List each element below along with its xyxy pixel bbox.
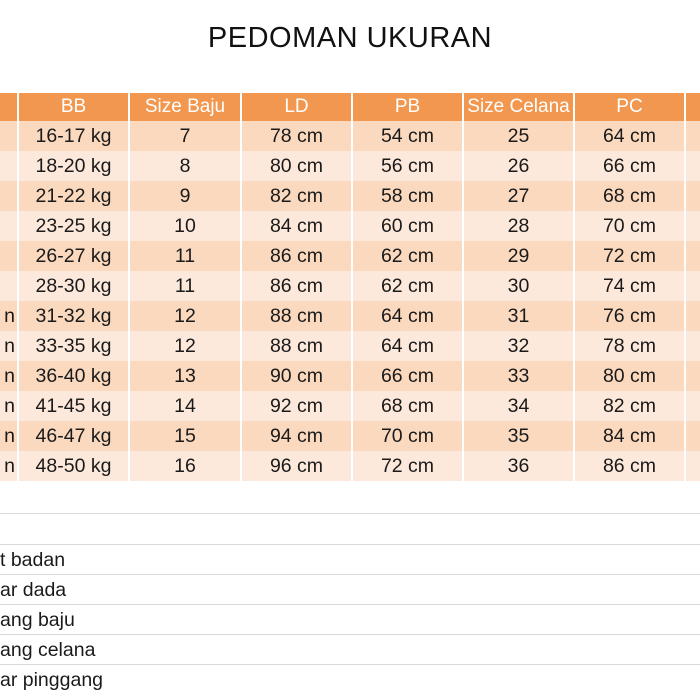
table-row bbox=[0, 181, 700, 211]
cell-size-celana: 36 bbox=[464, 451, 575, 481]
table-body bbox=[0, 121, 700, 481]
legend-item-label: t badan bbox=[0, 548, 66, 571]
cell-ld: 88 cm bbox=[242, 301, 353, 331]
table-row bbox=[0, 121, 700, 151]
cell-pc: 74 cm bbox=[575, 271, 686, 301]
row-lead-cell: n bbox=[0, 301, 19, 331]
cell-size-baju: 13 bbox=[130, 361, 242, 391]
cell-pc: 80 cm bbox=[575, 361, 686, 391]
cell-size-baju: 16 bbox=[130, 451, 242, 481]
cell-bb: 46-47 kg bbox=[19, 421, 130, 451]
cell-size-baju: 12 bbox=[130, 331, 242, 361]
row-edge-cell bbox=[686, 361, 700, 391]
header-cell-ld: LD bbox=[242, 93, 353, 121]
cell-pb: 68 cm bbox=[353, 391, 464, 421]
cell-ld: 82 cm bbox=[242, 181, 353, 211]
cell-ld: 88 cm bbox=[242, 331, 353, 361]
header-cell-edge-right bbox=[686, 93, 700, 121]
cell-size-celana: 28 bbox=[464, 211, 575, 241]
cell-bb: 26-27 kg bbox=[19, 241, 130, 271]
cell-bb: 36-40 kg bbox=[19, 361, 130, 391]
cell-size-celana: 33 bbox=[464, 361, 575, 391]
cell-pb: 60 cm bbox=[353, 211, 464, 241]
cell-pc: 66 cm bbox=[575, 151, 686, 181]
cell-pc: 84 cm bbox=[575, 421, 686, 451]
cell-size-baju: 12 bbox=[130, 301, 242, 331]
cell-pb: 64 cm bbox=[353, 331, 464, 361]
table-row bbox=[0, 391, 700, 421]
cell-pc: 64 cm bbox=[575, 121, 686, 151]
row-edge-cell bbox=[686, 451, 700, 481]
row-edge-cell bbox=[686, 181, 700, 211]
cell-ld: 78 cm bbox=[242, 121, 353, 151]
cell-pb: 72 cm bbox=[353, 451, 464, 481]
cell-size-celana: 29 bbox=[464, 241, 575, 271]
table-row bbox=[0, 331, 700, 361]
cell-pc: 82 cm bbox=[575, 391, 686, 421]
cell-ld: 90 cm bbox=[242, 361, 353, 391]
cell-pc: 76 cm bbox=[575, 301, 686, 331]
cell-pc: 72 cm bbox=[575, 241, 686, 271]
cell-size-baju: 7 bbox=[130, 121, 242, 151]
cell-pb: 64 cm bbox=[353, 301, 464, 331]
header-cell-bb: BB bbox=[19, 93, 130, 121]
cell-pc: 68 cm bbox=[575, 181, 686, 211]
row-lead-cell: n bbox=[0, 361, 19, 391]
cell-size-baju: 8 bbox=[130, 151, 242, 181]
cell-size-celana: 35 bbox=[464, 421, 575, 451]
cell-size-baju: 15 bbox=[130, 421, 242, 451]
legend-item-label: ar dada bbox=[0, 578, 67, 601]
cell-size-celana: 25 bbox=[464, 121, 575, 151]
cell-pc: 86 cm bbox=[575, 451, 686, 481]
row-edge-cell bbox=[686, 391, 700, 421]
table-header-row bbox=[0, 93, 700, 121]
row-lead-cell bbox=[0, 271, 19, 301]
row-lead-cell bbox=[0, 211, 19, 241]
cell-ld: 92 cm bbox=[242, 391, 353, 421]
table-row bbox=[0, 361, 700, 391]
cell-bb: 33-35 kg bbox=[19, 331, 130, 361]
table-row bbox=[0, 271, 700, 301]
cell-size-celana: 34 bbox=[464, 391, 575, 421]
legend-item-label: ang baju bbox=[0, 608, 75, 631]
row-edge-cell bbox=[686, 121, 700, 151]
cell-size-baju: 14 bbox=[130, 391, 242, 421]
cell-bb: 18-20 kg bbox=[19, 151, 130, 181]
cell-pb: 58 cm bbox=[353, 181, 464, 211]
cell-ld: 86 cm bbox=[242, 271, 353, 301]
table-row bbox=[0, 451, 700, 481]
legend-item-label: ang celana bbox=[0, 638, 96, 661]
cell-bb: 16-17 kg bbox=[19, 121, 130, 151]
row-lead-cell bbox=[0, 181, 19, 211]
cell-pb: 62 cm bbox=[353, 271, 464, 301]
cell-bb: 41-45 kg bbox=[19, 391, 130, 421]
page-title: PEDOMAN UKURAN bbox=[207, 22, 493, 54]
row-edge-cell bbox=[686, 331, 700, 361]
header-cell-edge-left bbox=[0, 93, 19, 121]
cell-ld: 86 cm bbox=[242, 241, 353, 271]
cell-bb: 48-50 kg bbox=[19, 451, 130, 481]
cell-pb: 56 cm bbox=[353, 151, 464, 181]
table-row bbox=[0, 151, 700, 181]
size-chart-table bbox=[0, 93, 700, 481]
cell-pb: 70 cm bbox=[353, 421, 464, 451]
legend-divider bbox=[0, 513, 700, 514]
cell-size-celana: 32 bbox=[464, 331, 575, 361]
cell-ld: 84 cm bbox=[242, 211, 353, 241]
cell-size-baju: 10 bbox=[130, 211, 242, 241]
cell-pb: 54 cm bbox=[353, 121, 464, 151]
table-row bbox=[0, 211, 700, 241]
table-row bbox=[0, 241, 700, 271]
cell-pc: 78 cm bbox=[575, 331, 686, 361]
cell-pb: 66 cm bbox=[353, 361, 464, 391]
row-lead-cell: n bbox=[0, 421, 19, 451]
cell-ld: 96 cm bbox=[242, 451, 353, 481]
header-cell-size-baju: Size Baju bbox=[130, 93, 242, 121]
row-lead-cell bbox=[0, 241, 19, 271]
row-lead-cell: n bbox=[0, 331, 19, 361]
row-lead-cell bbox=[0, 121, 19, 151]
legend-item bbox=[0, 605, 700, 635]
cell-size-celana: 31 bbox=[464, 301, 575, 331]
legend-item bbox=[0, 545, 700, 575]
cell-pb: 62 cm bbox=[353, 241, 464, 271]
cell-pc: 70 cm bbox=[575, 211, 686, 241]
row-lead-cell: n bbox=[0, 391, 19, 421]
legend-item bbox=[0, 665, 700, 695]
row-edge-cell bbox=[686, 271, 700, 301]
row-edge-cell bbox=[686, 241, 700, 271]
cell-size-celana: 30 bbox=[464, 271, 575, 301]
cell-bb: 23-25 kg bbox=[19, 211, 130, 241]
row-edge-cell bbox=[686, 211, 700, 241]
row-edge-cell bbox=[686, 301, 700, 331]
cell-bb: 28-30 kg bbox=[19, 271, 130, 301]
cell-size-baju: 9 bbox=[130, 181, 242, 211]
legend-item bbox=[0, 575, 700, 605]
header-cell-size-celana: Size Celana bbox=[464, 93, 575, 121]
cell-bb: 21-22 kg bbox=[19, 181, 130, 211]
cell-ld: 94 cm bbox=[242, 421, 353, 451]
cell-size-celana: 26 bbox=[464, 151, 575, 181]
cell-size-celana: 27 bbox=[464, 181, 575, 211]
legend-item bbox=[0, 635, 700, 665]
cell-size-baju: 11 bbox=[130, 271, 242, 301]
header-cell-pc: PC bbox=[575, 93, 686, 121]
row-edge-cell bbox=[686, 151, 700, 181]
cell-size-baju: 11 bbox=[130, 241, 242, 271]
row-lead-cell: n bbox=[0, 451, 19, 481]
header-cell-pb: PB bbox=[353, 93, 464, 121]
cell-ld: 80 cm bbox=[242, 151, 353, 181]
row-lead-cell bbox=[0, 151, 19, 181]
cell-bb: 31-32 kg bbox=[19, 301, 130, 331]
legend-item-label: ar pinggang bbox=[0, 668, 104, 691]
table-row bbox=[0, 301, 700, 331]
table-row bbox=[0, 421, 700, 451]
row-edge-cell bbox=[686, 421, 700, 451]
